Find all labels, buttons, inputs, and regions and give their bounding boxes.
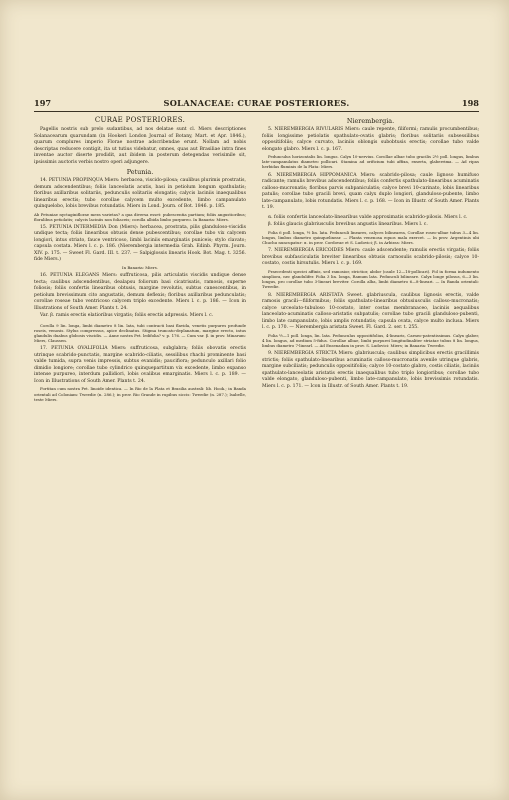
species-description: 17. PETUNIA OVALIFOLIA Miers: suffruticosa, subglabra; foliis obovatis erectis utrinque scabrido-punctatis, margine scabrido-ciliatis, sessilibus rhachi prominente basi valde tumida, supra venis impressis, subtus evanidis; paucifiora; pedunculo axillari folio dimidio longiore; corollae tubo cylindrico quinquepartitum vix excedente, limbo expanso intense purpureo, interdum pallidiori, lobis ovalibus emarginatis. Miers l. c. p. 189. — Icon in Illustrations of South Amer. Plants t. 24. bbox=[34, 346, 246, 384]
species-note: Corolla 9 lin. longa, limbi diametro 8 lin. lata, tubi contracti basi flavida, venetis purpures profunde roseis, venosis. Stylus compressus, apice declinatus. Stigma truncato-deplanatum, margine erecto, intus glandulis duabus globosis viscidis. — Anne nostra Pet. ledifolia? v. p. 176. — Cum var. β. in prov. Minarum: Miers, Claussen. bbox=[34, 322, 246, 344]
species-note: Folia ½—1 poll. longa, lin. lata. Pedunculus oppositifolius, 4-linearis, Carneo-patentissimus. Calyx glaber, 4 lin. longus, ad medium 5-fidus. Corollae albae, limbi purpurei longitudinaliter striatae tubus 8 lin. longus, limbus diametro 7-linearl. — Ad Ensenadam in prov. S. Ludovici: Miers; in Banaria: Tweedie. bbox=[262, 332, 479, 348]
species-note: In Banaria: Miers. bbox=[122, 264, 158, 270]
species-description: 5. NIEREMBERGIA RIVULARIS Miers: caule repente, filiformi; ramulis procumbentibus; foliis longissime petiolatis spathulato-ovatis glabris; floribus solitariis subsessilibus oppositifoliis; calyce curvato, laciniis oblongis subobtusis erectis; corollae tubo valde elongato glabro. Miers l. c. p. 167. bbox=[262, 127, 479, 152]
genus-heading-petunia: Petunia. bbox=[126, 168, 154, 176]
species-note: Ab Petuniae nyctaginiflorae mera varietas? a qua diversa esset: pubescentia partium; foliis angustioribus; floralibus petiolatis; calycis laciniis non foliaceis; corolla albida limbo purpureo. In Banaria: Miers. bbox=[34, 211, 246, 222]
page-number-right: 198 bbox=[461, 98, 479, 108]
species-variety: β. foliis glaucis glabriusculis brevibus angustis linearibus. Miers l. c. bbox=[268, 222, 428, 228]
species-note: Praecedenti speciei affinis, sed ramosior, strictior, abdor (caule 12—18-pollicari). Fol in forma indumento simpliora, nec glandulifer. Folia 3 lin. longa, Ramum lata. Pedunculi bilineare. Calyx longe pilosus, 6—3 lin. longus, pro corollae tubo 3-lineari breviter. Corolla alba, limbi diametro 6—8-lineari. — In Banda orientali: Tweedie. bbox=[262, 268, 479, 290]
species-description: 7. NIEREMBERGIA ERICOIDES Miers: caule adscendente; ramulis erectis virgatis; foliis brevibus subfasciculatis breviter linearibus obtusis carnosulis scabrido-pilosis; calyce 10-costato, costis hirsutulis. Miers l. c. p. 169. bbox=[262, 248, 479, 267]
page-number-left: 197 bbox=[34, 98, 52, 108]
species-entry bbox=[262, 248, 479, 289]
page-header bbox=[34, 98, 479, 110]
running-title: SOLANACEAE: CURAE POSTERIORES. bbox=[163, 98, 350, 108]
species-variety: α. foliis confertis lanceolato-linearibus valde approximatis scabrido-pilosis. Miers l. c. bbox=[268, 214, 468, 220]
right-column bbox=[262, 115, 479, 776]
species-description: 15. PETUNIA INTERMEDIA Don (Miers): herbacea, prostrata, pilis glanduloso-viscidis undique tecta; foliis linearibus obtusis dense pubescentibus; corollae tubo vix calycem longiori, intus striato, fauce ventricoso, limbi laciniis emarginatis puniceis; stylo clavato; capsula costata. Miers l. c. p. 186. (Nierembergia intermedia Grah. Edinb. Phyrm. Journ. XIV. p. 175. — Sweet Fl. Gard. III. t. 237. — Salpiglossis linearis Hook. Bot. Mag. t. 3256. fide Miers.) bbox=[34, 224, 246, 263]
species-entry bbox=[262, 173, 479, 212]
species-description: 8. NIEREMBERGIA ARISTATA Sweet. glabriuscula, caulibus lignosis erectis, valde ramosis gracili—filiformibus; foliis spathulato-linearibus obtusiusculis calloso-mucronatis; calyce urceolato-tubuloso 10-costato, inter costas membranaceo, laciniis aequalibus lanceolato-acuminatis calloso-aristatis subpatulis; corollae tubo gracili glanduloso-pubenti, limbo late campanulato, lobis amplis rotundatis; capsula ovata, calyce multo inclusa. Miers l. c. p. 170. — Nierembergia aristata Sweet. Fl. Gard. 2. ser. t. 255. bbox=[262, 292, 479, 331]
species-entry bbox=[34, 273, 246, 320]
species-entry bbox=[34, 323, 246, 344]
species-variety-beta bbox=[262, 222, 479, 245]
genus-heading-nierembergia: Nierembergia. bbox=[346, 117, 395, 125]
species-note: Fortitan cum nostra Pet. linoide identica. — In Rio de la Plata et Brasilia australi: lib. Hook.; in Banda orientali ad Coloniam: Tweedie (n. 286.); in prov. Rio Grande in rupibus siccis: Tweedie (n. 287.); Isabelle, teste Miers. bbox=[34, 386, 246, 402]
species-entry bbox=[262, 127, 479, 170]
header-rule bbox=[34, 111, 479, 112]
species-entry bbox=[34, 346, 246, 402]
species-description: 14. PETUNIA PROPINQUA Miers: herbacea, viscido-pilosa; caulibus plurimis prostratis, demum adscendentibus; foliis lanceolatis acutis, basi in petiolum longum spathulatis; floribus axillaribus solitariis, pedunculis solitariis elongatis; calycis laciniis inaequalibus linearibus erectis; tubo corollae calycem multo excedente, limbo campanulato quinquelobo, lobis brevibus rotundatis. Miers in Lond. Journ. of Bot. 1846. p. 185. bbox=[34, 178, 246, 209]
section-title: CURAE POSTERIORES. bbox=[94, 116, 186, 124]
species-description: 9. NIEREMBERGIA STRICTA Miers: glabriuscula; caulibus simplicibus erectis gracillimis strictis; foliis spathulato-linearibus acuminatis calloso-mucronatis avenile utrinque glabris, margine subciliatis; pedunculis oppositifoliis; calyce 10-costato glabro, costis ciliatis, laciniis spathulato-lanceolatis aristatis erectis inaequalibus tubo triplo longioribus; corollae tubo valde elongato, glanduloso-pubenti, limbo late-campanulato, lobis brevissimis rotundatis. Miers l. c. p. 171. — Icon in Illustr. of South Amer. Plants t. 19. bbox=[262, 351, 479, 389]
species-variety: Var. β. ramis erectis elatioribus virgatis; foliis erectis adpressis. Miers l. c. bbox=[40, 313, 214, 319]
species-entry bbox=[34, 178, 246, 222]
species-description: 6. NIEREMBERGIA HIPPOMANICA Miers: scabrido-pilosa; caule lignoso humifuso radicante; ramulis brevibus adscendentibus; foliis confertis spathulato-linearibus acuminatis calloso-mucronatis; floribus parvis subpaniculatis; calyce brevi 10-carinato, lobis linearibus patulis; corollae tubo gracili brevi, quam calyx duplo longiori, glanduloso-pubente, limbo late-campanulato, lobis rotundatis. Miers l. c. p. 168. — Icon in Illustr. of South Amer. Plants t. 19. bbox=[262, 172, 479, 211]
species-entry bbox=[34, 225, 246, 270]
species-entry bbox=[262, 293, 479, 349]
species-note: Pedunculus horizontalis lin. longus. Calyx 10-nervius. Corollae albae tubo gracilis 2½ poll. longus, limbus late-campanulatus diametro pollicari. Stamina ad orificium tubi affixa, exserta, glaberrima. — Ad ripas herbidas fluminis de la Plata: Miers. bbox=[262, 154, 479, 170]
species-entry bbox=[262, 351, 479, 390]
species-note: Folia 6 poll. longa, ½ lin. lata. Pedunculi lineares, calyces bilinearea, Corollae roseo-albae tubus 3—4 lin. longus, limbus diametro quinquelinear. — Planta venenosa equos mala exercet. — In prov. Argentinis ubi Chuchu nuncupatur: α. in prov. Cordovae et S. Ludovici; β. in Arbiras: Miers. bbox=[262, 229, 479, 246]
species-variety-alpha bbox=[262, 215, 479, 222]
left-column bbox=[34, 115, 246, 776]
species-description: 16. PETUNIA ELEGANS Miers: suffruticosa, pilis articulatis viscidis undique dense tecta; caulibus adscendentibus, dealapsu foliorum basi cicatrisatis, ramosis, superne foliosis; foliis confertis linearibus obtusis, margine revolutis, subtus canescentibus, in petiolum brevissimum cito angustatis, demum deflexis; floribus axillaribus pedunculatis; corollae roseae tubo ventricoso calycem triplo excedente. Miers l. c. p. 186. — Icon in Illustrations of South Amer. Plants t. 24. bbox=[34, 273, 246, 311]
intro-paragraph: Pagellis nostris sub prelo sudantibus, ad nos delatae sunt cl. Miers descriptiones Solanacearum quarundam (in Hookeri London Journal of Botany, Mart. et Apr. 1846.), quarum complures imperio Florae nostrae adscribendae erunt. Nollam ad nobis descriptas reducere contigit, ita ut tutius videbatur, omnes, quas aut Brasiliae intra fines inventae auctor diserte prodidit, aut ibidem in posterum detegendas verisimile sit, ipsissimis auctoris verbis nostro operi adjungere. bbox=[34, 127, 246, 165]
